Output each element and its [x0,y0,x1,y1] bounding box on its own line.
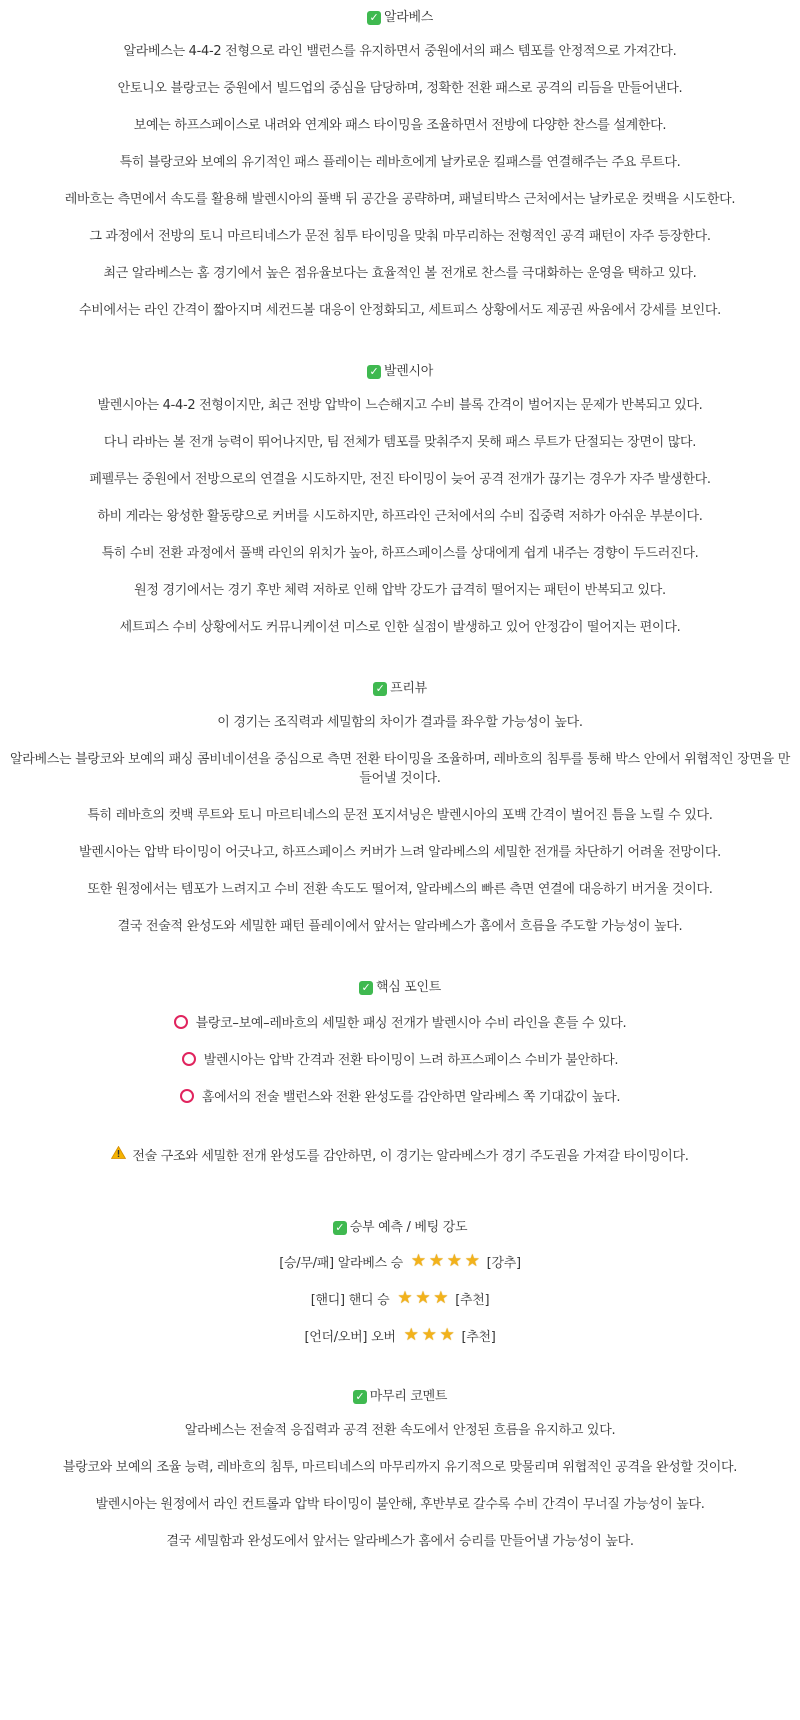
section-title [0,360,800,384]
paragraph: 발렌시아는 압박 타이밍이 어긋나고, 하프스페이스 커버가 느려 알라베스의 세밀한 전개를 차단하기 어려울 전망이다. [78,845,722,860]
warning-line [0,1145,800,1164]
star-icon: ★ [397,1288,413,1308]
check-mark-icon: ✓ [367,11,381,25]
paragraph: 또한 원정에서는 템포가 느려지고 수비 전환 속도도 떨어져, 알라베스의 빠른 측면 연결에 대응하기 버거울 것이다. [87,882,713,897]
bet-selection: 핸디 승 [348,1293,390,1308]
paragraph: 결국 세밀함과 완성도에서 앞서는 알라베스가 홈에서 승리를 만들어낼 가능성이 높다. [166,1534,634,1549]
paragraph: 레바흐는 측면에서 속도를 활용해 발렌시아의 풀백 뒤 공간을 공략하며, 패널티박스 근처에서는 날카로운 컷백을 시도한다. [64,192,736,207]
paragraph: 특히 레바흐의 컷백 루트와 토니 마르티네스의 문전 포지셔닝은 발렌시아의 포백 간격이 벌어진 틈을 노릴 수 있다. [87,808,713,823]
star-icon: ★ [415,1288,431,1308]
star-icon: ★ [410,1251,426,1271]
key-point [0,1012,800,1031]
star-icon: ★ [446,1251,462,1271]
section-title-text: 핵심 포인트 [375,980,442,995]
paragraph: 결국 전술적 완성도와 세밀한 패턴 플레이에서 앞서는 알라베스가 홈에서 흐름을 주도할 가능성이 높다. [117,919,683,934]
paragraph: 특히 블랑코와 보예의 유기적인 패스 플레이는 레바흐에게 날카로운 킬패스를 연결해주는 주요 루트다. [119,155,681,170]
section-title-text: 승부 예측 / 베팅 강도 [349,1220,468,1235]
paragraph: 블랑코와 보예의 조율 능력, 레바흐의 침투, 마르티네스의 마무리까지 유기적으로 맞물리며 위협적인 공격을 완성할 것이다. [62,1460,738,1475]
bet-strength: [추천] [461,1330,496,1345]
bet-pick [0,1326,800,1345]
paragraph: 하비 게라는 왕성한 활동량으로 커버를 시도하지만, 하프라인 근처에서의 수비 집중력 저하가 아쉬운 부분이다. [97,509,703,524]
key-point-text: 블랑코–보예–레바흐의 세밀한 패싱 전개가 발렌시아 수비 라인을 흔들 수 있다. [195,1016,627,1031]
bet-strength: [추천] [455,1293,490,1308]
check-mark-icon: ✓ [333,1221,347,1235]
bet-pick [0,1252,800,1271]
bet-market: [언더/오버] [304,1330,368,1345]
paragraph: 알라베스는 4-4-2 전형으로 라인 밸런스를 유지하면서 중원에서의 패스 템포를 안정적으로 가져간다. [123,44,677,59]
bet-strength: [강추] [486,1256,521,1271]
check-mark-icon: ✓ [353,1390,367,1404]
warning-text: 전술 구조와 세밀한 전개 완성도를 감안하면, 이 경기는 알라베스가 경기 주도권을 가져갈 타이밍이다. [132,1149,689,1164]
paragraph: 페펠루는 중원에서 전방으로의 연결을 시도하지만, 전진 타이밍이 늦어 공격 전개가 끊기는 경우가 자주 발생한다. [89,472,711,487]
star-icon: ★ [433,1288,449,1308]
warning-icon [111,1146,126,1163]
section-valencia [0,360,800,637]
section-warning [0,1145,800,1164]
star-icon: ★ [464,1251,480,1271]
bet-stars [397,1289,451,1308]
check-mark-icon: ✓ [373,682,387,696]
section-title-text: 알라베스 [383,10,434,25]
key-point [0,1086,800,1105]
red-circle-icon [174,1015,188,1029]
paragraph: 세트피스 수비 상황에서도 커뮤니케이션 미스로 인한 실점이 발생하고 있어 안정감이 떨어지는 편이다. [119,620,681,635]
star-icon: ★ [428,1251,444,1271]
paragraph: 수비에서는 라인 간격이 짧아지며 세컨드볼 대응이 안정화되고, 세트피스 상황에서도 제공권 싸움에서 강세를 보인다. [78,303,722,318]
bet-selection: 알라베스 승 [337,1256,403,1271]
paragraph: 보예는 하프스페이스로 내려와 연계와 패스 타이밍을 조율하면서 전방에 다양한 찬스를 설계한다. [133,118,667,133]
section-closing [0,1385,800,1551]
paragraph: 이 경기는 조직력과 세밀함의 차이가 결과를 좌우할 가능성이 높다. [217,715,583,730]
section-preview [0,677,800,936]
star-icon: ★ [421,1325,437,1345]
key-point-text: 발렌시아는 압박 간격과 전환 타이밍이 느려 하프스페이스 수비가 불안하다. [203,1053,619,1068]
paragraph: 발렌시아는 원정에서 라인 컨트롤과 압박 타이밍이 불안해, 후반부로 갈수록 수비 간격이 무너질 가능성이 높다. [95,1497,705,1512]
bet-market: [핸디] [310,1293,345,1308]
paragraph: 알라베스는 전술적 응집력과 공격 전환 속도에서 안정된 흐름을 유지하고 있다. [184,1423,616,1438]
bet-stars [411,1252,483,1271]
bet-market: [승/무/패] [279,1256,334,1271]
paragraph: 최근 알라베스는 홈 경기에서 높은 점유율보다는 효율적인 볼 전개로 찬스를 극대화하는 운영을 택하고 있다. [103,266,697,281]
section-title-text: 발렌시아 [383,364,434,379]
bet-pick [0,1289,800,1308]
star-icon: ★ [403,1325,419,1345]
section-key-points [0,976,800,1105]
paragraph: 발렌시아는 4-4-2 전형이지만, 최근 전방 압박이 느슨해지고 수비 블록 간격이 벌어지는 문제가 반복되고 있다. [97,398,703,413]
key-point [0,1049,800,1068]
section-title [0,1216,800,1240]
section-title [0,976,800,1000]
section-alaves [0,6,800,320]
paragraph: 알라베스는 블랑코와 보예의 패싱 콤비네이션을 중심으로 측면 전환 타이밍을 조율하며, 레바흐의 침투를 통해 박스 안에서 위협적인 장면을 만들어낼 것이다. [10,752,790,786]
star-icon: ★ [439,1325,455,1345]
check-mark-icon: ✓ [359,981,373,995]
section-betting [0,1216,800,1345]
section-title-text: 마무리 코멘트 [369,1389,448,1404]
bet-selection: 오버 [371,1330,396,1345]
section-title [0,1385,800,1409]
red-circle-icon [182,1052,196,1066]
section-title-text: 프리뷰 [390,681,427,696]
paragraph: 원정 경기에서는 경기 후반 체력 저하로 인해 압박 강도가 급격히 떨어지는 패턴이 반복되고 있다. [134,583,666,598]
section-title [0,677,800,701]
bet-stars [404,1326,458,1345]
key-point-text: 홈에서의 전술 밸런스와 전환 완성도를 감안하면 알라베스 쪽 기대값이 높다. [201,1090,621,1105]
red-circle-icon [180,1089,194,1103]
check-mark-icon: ✓ [367,365,381,379]
paragraph: 다니 라바는 볼 전개 능력이 뛰어나지만, 팀 전체가 템포를 맞춰주지 못해 패스 루트가 단절되는 장면이 많다. [103,435,697,450]
section-title [0,6,800,30]
paragraph: 특히 수비 전환 과정에서 풀백 라인의 위치가 높아, 하프스페이스를 상대에게 쉽게 내주는 경향이 두드러진다. [101,546,699,561]
paragraph: 그 과정에서 전방의 토니 마르티네스가 문전 침투 타이밍을 맞춰 마무리하는 전형적인 공격 패턴이 자주 등장한다. [89,229,711,244]
paragraph: 안토니오 블랑코는 중원에서 빌드업의 중심을 담당하며, 정확한 전환 패스로 공격의 리듬을 만들어낸다. [117,81,683,96]
